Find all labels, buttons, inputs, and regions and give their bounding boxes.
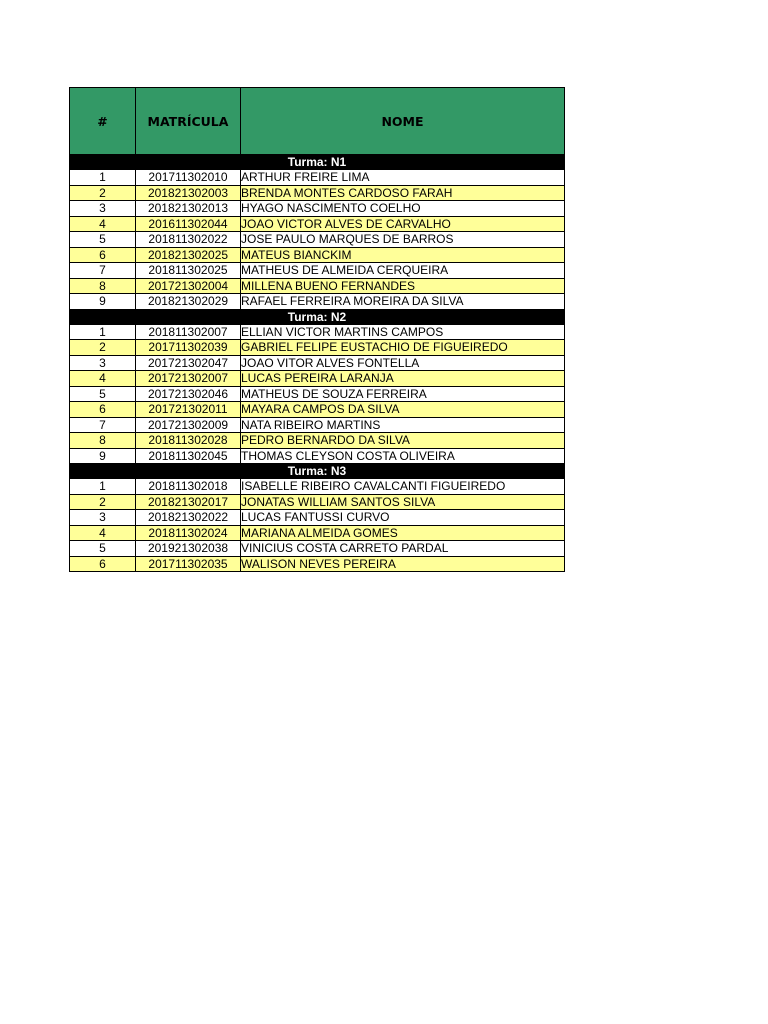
table-header [70,88,565,155]
table-row [70,371,565,387]
table-row [70,355,565,371]
table-row [70,386,565,402]
table-row [70,185,565,201]
table-row [70,510,565,526]
group-label: Turma: N1 [70,155,565,170]
row-number: 8 [70,433,136,449]
row-matricula: 201721302007 [136,371,241,387]
table-row [70,479,565,495]
row-matricula: 201821302017 [136,494,241,510]
row-matricula: 201811302007 [136,324,241,340]
table-row [70,216,565,232]
table-row [70,170,565,186]
row-nome: MARIANA ALMEIDA GOMES [241,525,565,541]
row-number: 1 [70,170,136,186]
row-matricula: 201721302009 [136,417,241,433]
column-header-nome: NOME [241,88,565,155]
row-nome: LUCAS FANTUSSI CURVO [241,510,565,526]
row-nome: JONATAS WILLIAM SANTOS SILVA [241,494,565,510]
row-matricula: 201711302039 [136,340,241,356]
row-number: 6 [70,556,136,572]
row-matricula: 201821302029 [136,294,241,310]
row-number: 8 [70,278,136,294]
row-matricula: 201721302011 [136,402,241,418]
group-header-row [70,464,565,479]
row-nome: NATA RIBEIRO MARTINS [241,417,565,433]
row-nome: VINICIUS COSTA CARRETO PARDAL [241,541,565,557]
row-number: 4 [70,216,136,232]
table-row [70,263,565,279]
row-number: 1 [70,479,136,495]
table-row [70,541,565,557]
row-nome: RAFAEL FERREIRA MOREIRA DA SILVA [241,294,565,310]
row-nome: MATHEUS DE ALMEIDA CERQUEIRA [241,263,565,279]
row-number: 3 [70,355,136,371]
row-matricula: 201721302047 [136,355,241,371]
table-row [70,324,565,340]
table-row [70,448,565,464]
row-nome: JOAO VICTOR ALVES DE CARVALHO [241,216,565,232]
group-label: Turma: N2 [70,309,565,324]
table-row [70,232,565,248]
row-matricula: 201721302004 [136,278,241,294]
row-number: 4 [70,371,136,387]
row-number: 2 [70,185,136,201]
row-number: 1 [70,324,136,340]
table-row [70,417,565,433]
table-row [70,278,565,294]
table-row [70,201,565,217]
row-nome: GABRIEL FELIPE EUSTACHIO DE FIGUEIREDO [241,340,565,356]
row-nome: MILLENA BUENO FERNANDES [241,278,565,294]
row-matricula: 201711302010 [136,170,241,186]
row-matricula: 201811302028 [136,433,241,449]
row-number: 3 [70,510,136,526]
row-number: 2 [70,494,136,510]
table-row [70,525,565,541]
row-number: 6 [70,247,136,263]
table-row [70,494,565,510]
row-matricula: 201811302022 [136,232,241,248]
row-number: 7 [70,417,136,433]
row-nome: ELLIAN VICTOR MARTINS CAMPOS [241,324,565,340]
row-matricula: 201811302025 [136,263,241,279]
row-matricula: 201821302025 [136,247,241,263]
row-nome: LUCAS PEREIRA LARANJA [241,371,565,387]
row-number: 9 [70,294,136,310]
row-number: 5 [70,232,136,248]
row-nome: MAYARA CAMPOS DA SILVA [241,402,565,418]
row-matricula: 201711302035 [136,556,241,572]
row-number: 3 [70,201,136,217]
row-number: 5 [70,541,136,557]
row-matricula: 201811302024 [136,525,241,541]
row-nome: ISABELLE RIBEIRO CAVALCANTI FIGUEIREDO [241,479,565,495]
row-nome: MATEUS BIANCKIM [241,247,565,263]
row-nome: PEDRO BERNARDO DA SILVA [241,433,565,449]
row-matricula: 201611302044 [136,216,241,232]
row-matricula: 201721302046 [136,386,241,402]
row-matricula: 201821302003 [136,185,241,201]
row-nome: WALISON NEVES PEREIRA [241,556,565,572]
column-header-number: # [70,88,136,155]
table-row [70,294,565,310]
student-roster-table [69,87,565,572]
row-nome: JOSE PAULO MARQUES DE BARROS [241,232,565,248]
row-matricula: 201811302018 [136,479,241,495]
table-row [70,247,565,263]
row-nome: ARTHUR FREIRE LIMA [241,170,565,186]
table-row [70,433,565,449]
table-row [70,340,565,356]
row-nome: JOAO VITOR ALVES FONTELLA [241,355,565,371]
row-nome: THOMAS CLEYSON COSTA OLIVEIRA [241,448,565,464]
table-row [70,556,565,572]
row-matricula: 201921302038 [136,541,241,557]
row-number: 4 [70,525,136,541]
row-number: 7 [70,263,136,279]
row-number: 2 [70,340,136,356]
table-row [70,402,565,418]
row-matricula: 201821302022 [136,510,241,526]
row-nome: BRENDA MONTES CARDOSO FARAH [241,185,565,201]
group-label: Turma: N3 [70,464,565,479]
column-header-matricula: MATRÍCULA [136,88,241,155]
table-body [70,155,565,572]
group-header-row [70,309,565,324]
row-number: 5 [70,386,136,402]
group-header-row [70,155,565,170]
row-nome: MATHEUS DE SOUZA FERREIRA [241,386,565,402]
row-matricula: 201811302045 [136,448,241,464]
row-nome: HYAGO NASCIMENTO COELHO [241,201,565,217]
row-number: 9 [70,448,136,464]
row-matricula: 201821302013 [136,201,241,217]
row-number: 6 [70,402,136,418]
